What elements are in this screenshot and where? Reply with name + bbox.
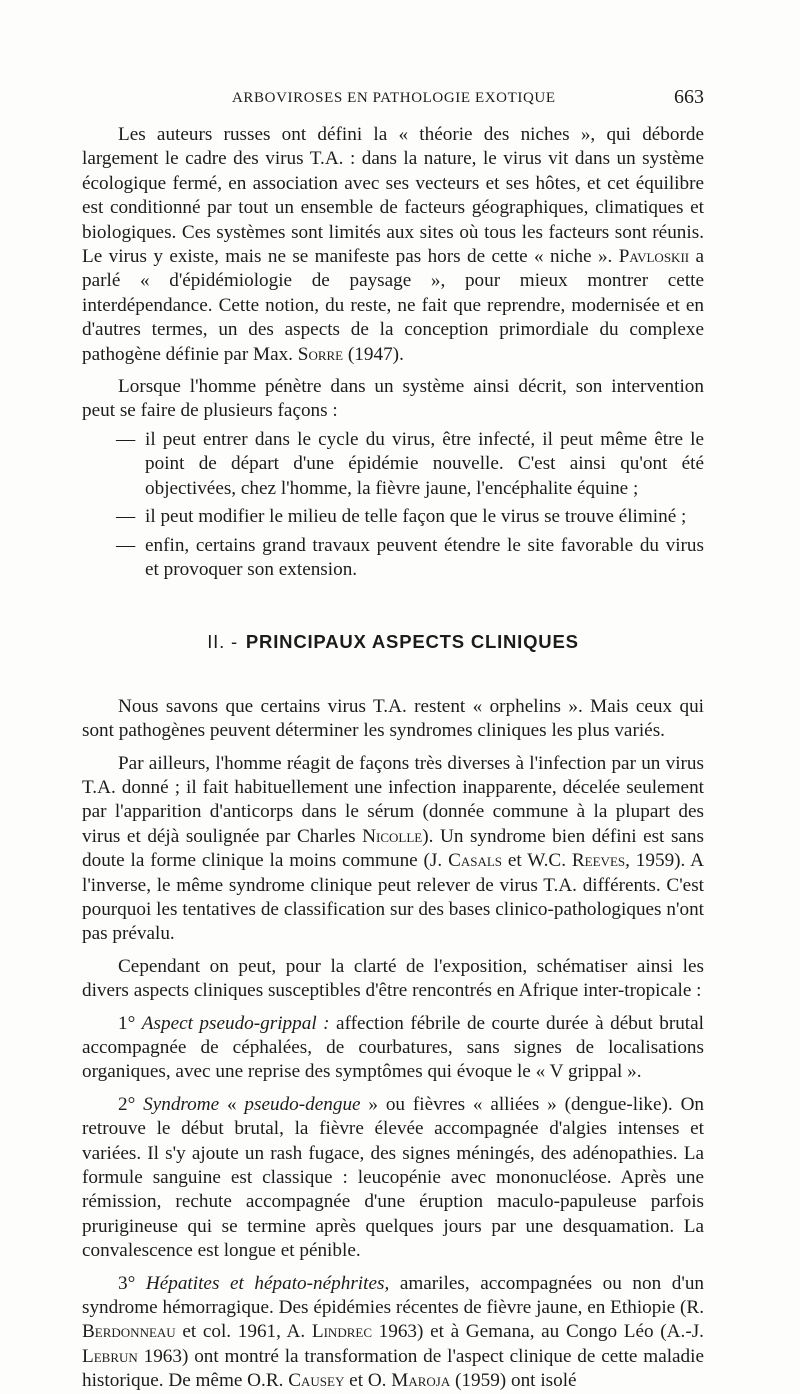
author-name: Lindrec (311, 1321, 372, 1343)
page-number: 663 (674, 86, 704, 108)
author-name: Sorre (297, 343, 344, 365)
aspect-title: Aspect pseudo-grippal : (141, 1012, 330, 1034)
paragraph-niches-theory: Les auteurs russes ont défini la « théorie des niches », qui déborde largement le cadre des virus T.A. : dans la nature, le virus vit dans un système écologique fermé, en association avec ses vecteurs et ses hôtes, et cet équilibre est conditionné par tout un ensemble de facteurs géographiques, climatiques et biologiques. Ces systèmes sont limités aux sites où tous les facteurs sont réunis. Le virus y existe, mais ne se manifeste pas hors de cette « niche ». Pavloskii a parlé « d'épidémiologie de paysage », pour mieux montrer cette interdépendance. Cette notion, du reste, ne fait que reprendre, modernisée et en d'autres termes, un des aspects de la conception primordiale du complexe pathogène définie par Max. Sorre (1947). (82, 124, 704, 365)
author-name: Nicolle (362, 825, 423, 847)
author-name: Berdonneau (82, 1321, 176, 1343)
body-text (82, 123, 704, 1394)
section-number: II. - (207, 631, 238, 653)
aspect-title: pseudo-dengue (244, 1093, 361, 1115)
clinical-aspect-1: 1° Aspect pseudo-grippal : affection fébrile de courte durée à début brutal accompagnée de céphalées, de courbatures, sans signes de localisations organiques, avec une reprise des symptômes qui évoque le « V grippal ». (82, 1012, 704, 1083)
section-heading (82, 630, 704, 654)
paragraph-schematization: Cependant on peut, pour la clarté de l'exposition, schématiser ainsi les divers aspects cliniques susceptibles d'être rencontrés en Afrique inter-tropicale : (82, 955, 704, 1002)
section-title: PRINCIPAUX ASPECTS CLINIQUES (245, 631, 579, 653)
author-name: Causey (288, 1370, 345, 1392)
clinical-aspect-2: 2° Syndrome « pseudo-dengue » ou fièvres « alliées » (dengue-like). On retrouve le début brutal, la fièvre élevée accompagnée d'algies intenses et variées. Il s'y ajoute un rash fugace, des signes méningés, des adénopathies. La formule sanguine est classique : leucopénie avec mononucléose. Après une rémission, rechute accompagnée d'une éruption maculo-papuleuse parfois prurigineuse qui se termine après quelques jours par une desquamation. La convalescence est longue et pénible. (82, 1093, 705, 1262)
author-name: Pavloskii (618, 246, 690, 268)
list-item: — il peut entrer dans le cycle du virus, être infecté, il peut même être le point de départ d'une épidémie nouvelle. C'est ainsi qu'ont été objectivées, chez l'homme, la fièvre jaune, l'encéphalite équine ; (82, 428, 704, 501)
paragraph-orphan-viruses: Nous savons que certains virus T.A. restent « orphelins ». Mais ceux qui sont pathogènes peuvent déterminer les syndromes cliniques les plus variés. (82, 695, 704, 742)
aspect-title: Hépatites et hépato-néphrites, (145, 1272, 390, 1294)
list-item: — enfin, certains grand travaux peuvent étendre le site favorable du virus et provoquer son extension. (82, 534, 704, 583)
running-title: ARBOVIROSES EN PATHOLOGIE EXOTIQUE (232, 90, 556, 106)
intervention-list (82, 428, 704, 582)
clinical-aspect-3: 3° Hépatites et hépato-néphrites, amariles, accompagnées ou non d'un syndrome hémorragique. Des épidémies récentes de fièvre jaune, en Ethiopie (R. Berdonneau et col. 1961, A. Lindrec 1963) et à Gemana, au Congo Léo (A.-J. Lebrun 1963) ont montré la transformation de l'aspect clinique de cette maladie historique. De même O.R. Causey et O. Maroja (1959) ont isolé (82, 1272, 705, 1392)
aspect-title: Syndrome (143, 1093, 220, 1115)
author-name: Casals (448, 850, 503, 872)
list-item: — il peut modifier le milieu de telle façon que le virus se trouve éliminé ; (82, 505, 704, 529)
paragraph-human-intervention: Lorsque l'homme pénètre dans un système ainsi décrit, son intervention peut se faire de plusieurs façons : (82, 376, 704, 422)
page-header (82, 88, 704, 112)
author-name: Lebrun (82, 1345, 138, 1367)
author-name: Maroja (391, 1370, 451, 1392)
author-name: Reeves (571, 850, 626, 872)
paragraph-host-reaction: Par ailleurs, l'homme réagit de façons très diverses à l'infection par un virus T.A. donné ; il fait habituellement une infection inapparente, décelée seulement par l'apparition d'anticorps dans le sérum (donnée commune à la plupart des virus et déjà soulignée par Charles Nicolle). Un syndrome bien défini est sans doute la forme clinique la moins commune (J. Casals et W.C. Reeves, 1959). A l'inverse, le même syndrome clinique peut relever de virus T.A. différents. C'est pourquoi les tentatives de classification sur des bases clinico-pathologiques n'ont pas prévalu. (82, 752, 705, 945)
